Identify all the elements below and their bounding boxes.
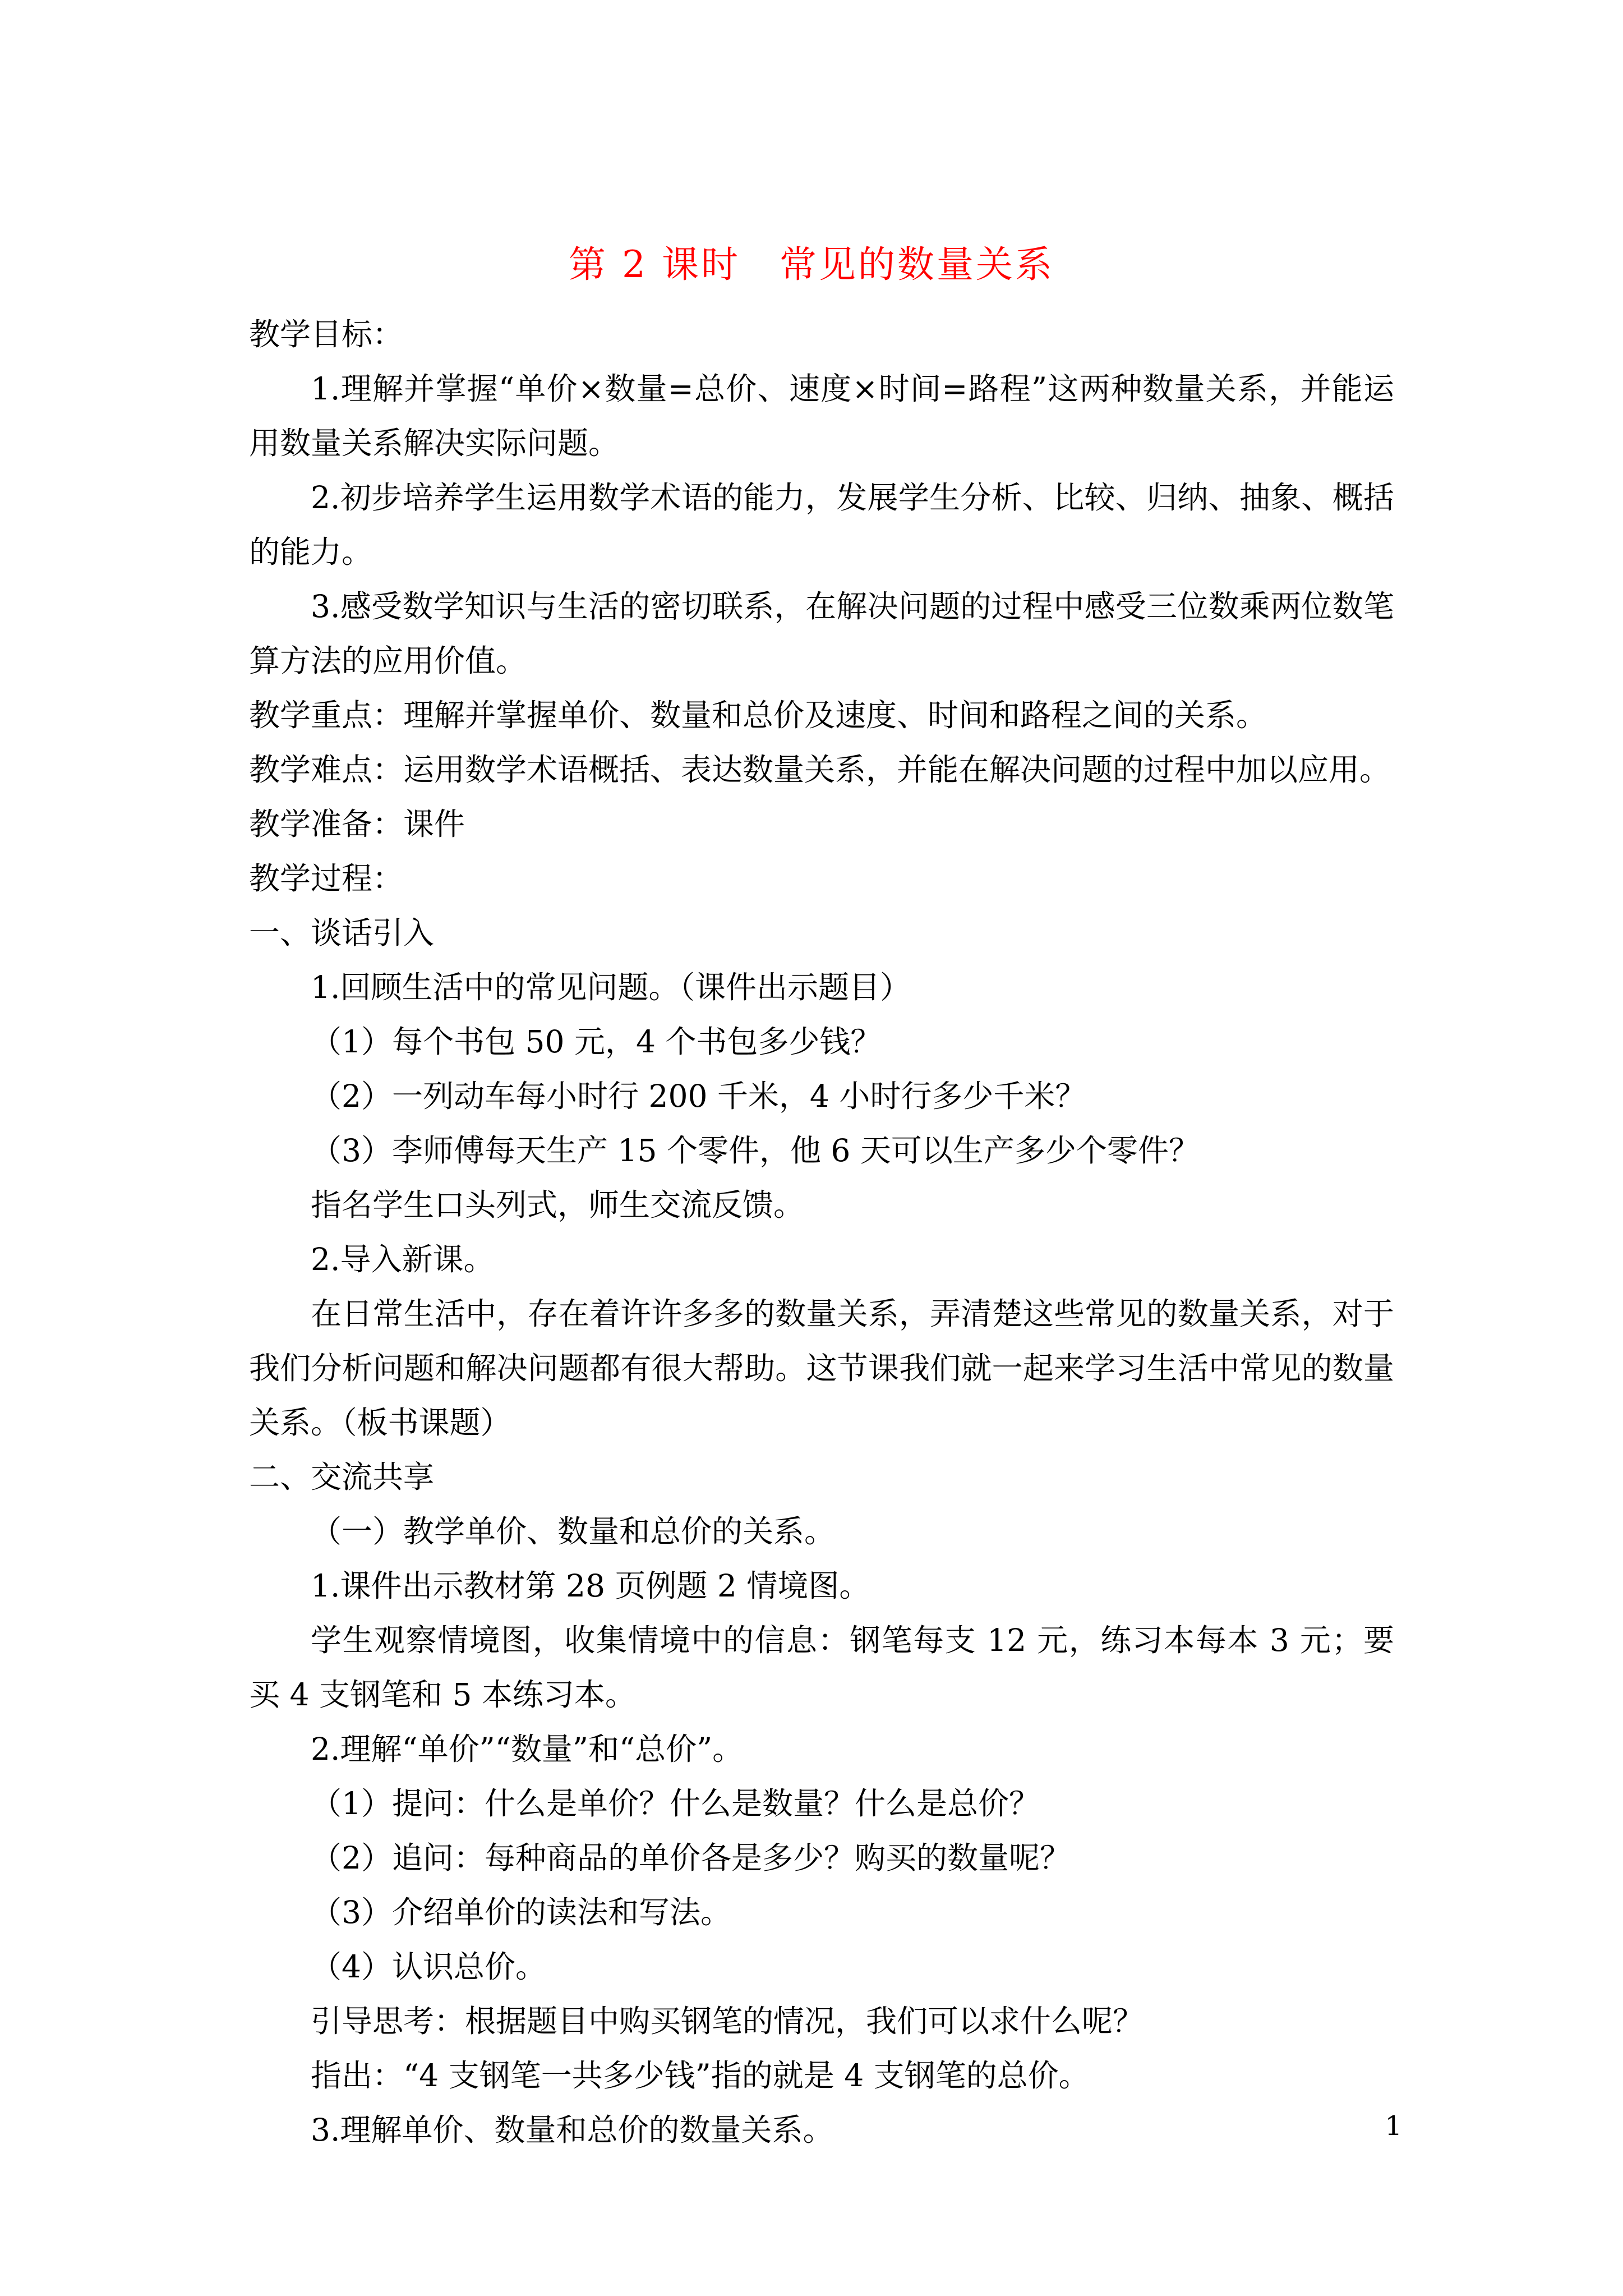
preparation: 教学准备：课件 bbox=[249, 806, 465, 842]
step-text: 1.回顾生活中的常见问题。（课件出示题目） bbox=[311, 969, 911, 1005]
step-text: 指出：“4 支钢笔一共多少钱”指的就是 4 支钢笔的总价。 bbox=[311, 2058, 1090, 2093]
difficult-point: 教学难点：运用数学术语概括、表达数量关系，并能在解决问题的过程中加以应用。 bbox=[249, 752, 1391, 788]
question-item: （1）每个书包 50 元，4 个书包多少钱？ bbox=[311, 1024, 882, 1060]
step-text: 指名学生口头列式，师生交流反馈。 bbox=[311, 1187, 805, 1223]
section-heading-process: 教学过程： bbox=[249, 861, 404, 896]
section-heading-objectives: 教学目标： bbox=[249, 316, 404, 352]
question-item: （2）一列动车每小时行 200 千米，4 小时行多少千米？ bbox=[311, 1078, 1086, 1114]
step-text: 引导思考：根据题目中购买钢笔的情况，我们可以求什么呢？ bbox=[311, 2003, 1144, 2039]
objective-item: 2.初步培养学生运用数学术语的能力，发展学生分析、比较、归纳、抽象、概括的能力。 bbox=[249, 480, 1394, 570]
lesson-body bbox=[249, 307, 1394, 2157]
step-text: 1.课件出示教材第 28 页例题 2 情境图。 bbox=[311, 1568, 870, 1604]
key-point: 教学重点：理解并掌握单价、数量和总价及速度、时间和路程之间的关系。 bbox=[249, 697, 1267, 733]
step-text: 2.理解“单价”“数量”和“总价”。 bbox=[311, 1731, 744, 1767]
step-text: 2.导入新课。 bbox=[311, 1241, 495, 1277]
question-item: （2）追问：每种商品的单价各是多少？购买的数量呢？ bbox=[311, 1840, 1071, 1876]
lesson-title: 第 2 课时 常见的数量关系 bbox=[569, 243, 1054, 287]
question-item: （3）李师傅每天生产 15 个零件，他 6 天可以生产多少个零件？ bbox=[311, 1133, 1200, 1168]
question-item: （4）认识总价。 bbox=[311, 1949, 546, 1985]
question-item: （3）介绍单价的读法和写法。 bbox=[311, 1894, 731, 1930]
step-text: 3.理解单价、数量和总价的数量关系。 bbox=[311, 2112, 834, 2148]
step-text: 在日常生活中，存在着许许多多的数量关系，弄清楚这些常见的数量关系，对于我们分析问题和解决问题都有很大帮助。这节课我们就一起来学习生活中常见的数量关系。（板书课题） bbox=[249, 1296, 1394, 1441]
question-item: （1）提问：什么是单价？什么是数量？什么是总价？ bbox=[311, 1786, 1040, 1821]
part-heading: 二、交流共享 bbox=[249, 1459, 435, 1495]
subpart-heading: （一）教学单价、数量和总价的关系。 bbox=[311, 1513, 836, 1549]
page-number: 1 bbox=[1385, 2110, 1402, 2142]
part-heading: 一、谈话引入 bbox=[249, 915, 435, 951]
objective-item: 1.理解并掌握“单价×数量=总价、速度×时间=路程”这两种数量关系，并能运用数量关系解决实际问题。 bbox=[249, 371, 1394, 461]
objective-item: 3.感受数学知识与生活的密切联系，在解决问题的过程中感受三位数乘两位数笔算方法的应用价值。 bbox=[249, 588, 1394, 679]
step-text: 学生观察情境图，收集情境中的信息：钢笔每支 12 元，练习本每本 3 元；要买 4 支钢笔和 5 本练习本。 bbox=[249, 1622, 1394, 1713]
